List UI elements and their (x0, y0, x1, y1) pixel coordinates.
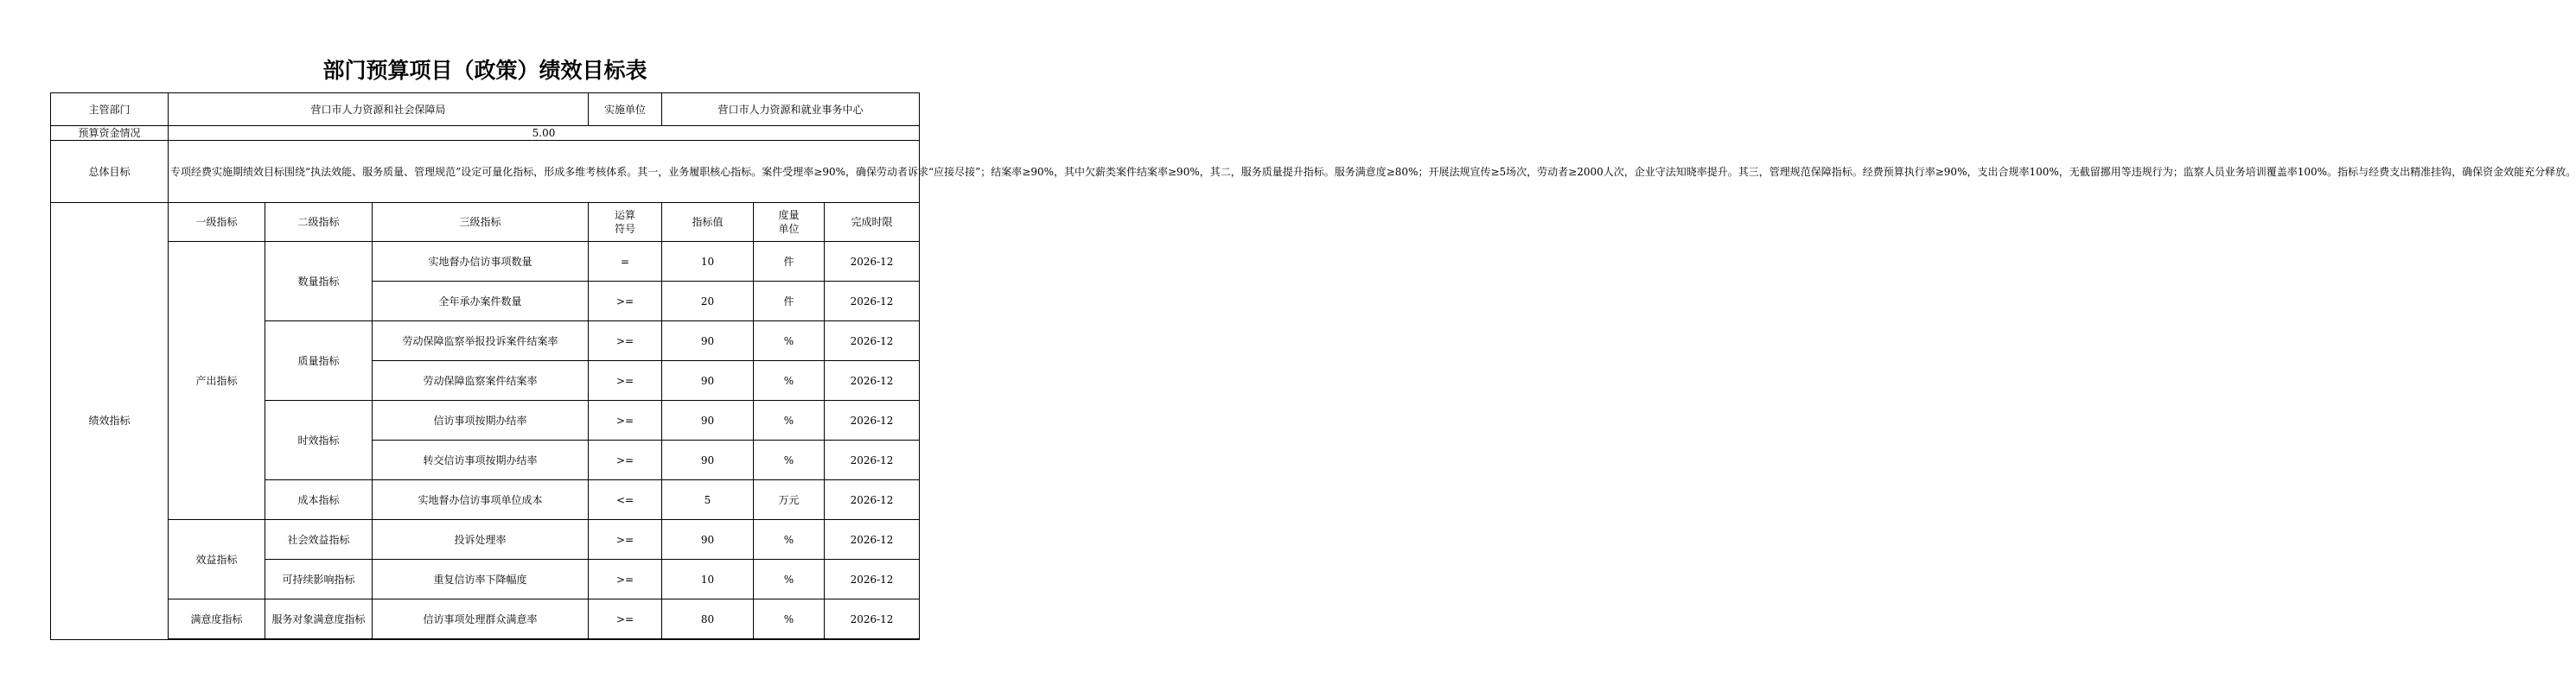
indicator-deadline: 2026-12 (825, 560, 920, 599)
indicator-operator: >= (589, 321, 662, 361)
indicator-operator: >= (589, 560, 662, 599)
subgroup-social: 社会效益指标 (265, 520, 373, 560)
indicator-name: 劳动保障监察举报投诉案件结案率 (373, 321, 589, 361)
indicator-value: 90 (662, 401, 754, 441)
indicator-deadline: 2026-12 (825, 282, 920, 321)
col-operator (589, 203, 662, 242)
table-row (51, 520, 920, 560)
funds-row (51, 126, 920, 141)
group-benefit: 效益指标 (169, 520, 265, 599)
indicator-value: 90 (662, 441, 754, 480)
subgroup-quality: 质量指标 (265, 321, 373, 401)
indicator-unit: % (754, 401, 825, 441)
goal-row (51, 141, 920, 203)
table-row (51, 242, 920, 282)
indicator-unit: 件 (754, 282, 825, 321)
indicator-value: 20 (662, 282, 754, 321)
unit-value: 营口市人力资源和就业事务中心 (662, 93, 920, 126)
indicator-unit: 万元 (754, 480, 825, 520)
indicator-name: 信访事项按期办结率 (373, 401, 589, 441)
col-unit (754, 203, 825, 242)
indicator-deadline: 2026-12 (825, 361, 920, 401)
goal-label: 总体目标 (51, 141, 169, 203)
indicator-name: 转交信访事项按期办结率 (373, 441, 589, 480)
indicator-name: 重复信访率下降幅度 (373, 560, 589, 599)
indicator-value: 10 (662, 242, 754, 282)
subgroup-service: 服务对象满意度指标 (265, 599, 373, 640)
indicator-deadline: 2026-12 (825, 599, 920, 640)
indicator-value: 10 (662, 560, 754, 599)
table-row (51, 599, 920, 640)
indicator-operator: >= (589, 441, 662, 480)
indicator-name: 投诉处理率 (373, 520, 589, 560)
indicator-operator: >= (589, 282, 662, 321)
col-operator-line1: 运算 (614, 209, 635, 221)
col-deadline: 完成时限 (825, 203, 920, 242)
dept-label: 主管部门 (51, 93, 169, 126)
indicator-deadline: 2026-12 (825, 401, 920, 441)
col-level3: 三级指标 (373, 203, 589, 242)
group-output: 产出指标 (169, 242, 265, 520)
indicator-value: 5 (662, 480, 754, 520)
indicator-name: 信访事项处理群众满意率 (373, 599, 589, 640)
indicator-unit: % (754, 599, 825, 640)
indicator-operator: = (589, 242, 662, 282)
header-row (51, 93, 920, 126)
indicator-operator: <= (589, 480, 662, 520)
perf-label: 绩效指标 (51, 203, 169, 640)
subgroup-cost: 成本指标 (265, 480, 373, 520)
indicator-name: 实地督办信访事项数量 (373, 242, 589, 282)
indicator-unit: % (754, 361, 825, 401)
indicator-unit: % (754, 441, 825, 480)
col-unit-line2: 单位 (778, 223, 800, 235)
col-operator-line2: 符号 (614, 223, 635, 235)
performance-table (50, 92, 2576, 640)
indicator-value: 80 (662, 599, 754, 640)
indicator-unit: % (754, 321, 825, 361)
indicator-operator: >= (589, 520, 662, 560)
col-value: 指标值 (662, 203, 754, 242)
col-level1: 一级指标 (169, 203, 265, 242)
indicator-deadline: 2026-12 (825, 480, 920, 520)
indicator-value: 90 (662, 361, 754, 401)
funds-label: 预算资金情况 (51, 126, 169, 141)
subgroup-timeliness: 时效指标 (265, 401, 373, 480)
indicator-value: 90 (662, 520, 754, 560)
page-title: 部门预算项目（政策）绩效目标表 (322, 58, 647, 83)
indicator-unit: % (754, 520, 825, 560)
indicator-name: 劳动保障监察案件结案率 (373, 361, 589, 401)
indicator-operator: >= (589, 599, 662, 640)
col-level2: 二级指标 (265, 203, 373, 242)
funds-value: 5.00 (169, 126, 920, 141)
subgroup-sustainable: 可持续影响指标 (265, 560, 373, 599)
indicator-unit: 件 (754, 242, 825, 282)
dept-value: 营口市人力资源和社会保障局 (169, 93, 589, 126)
indicator-value: 90 (662, 321, 754, 361)
indicator-deadline: 2026-12 (825, 321, 920, 361)
indicator-deadline: 2026-12 (825, 520, 920, 560)
column-header-row (51, 203, 920, 242)
goal-text: 专项经费实施期绩效目标围绕“执法效能、服务质量、管理规范”设定可量化指标，形成多维考核体系。其一，业务履职核心指标。案件受理率≥90%，确保劳动者诉求“应接尽接”；结案率≥90%，其中欠薪类案件结案率≥90%，其二，服务质量提升指标。服务满意度≥80%；开展法规宣传≥5场次，劳动者≥2000人次，企业守法知晓率提升。其三，管理规范保障指标。经费预算执行率≥90%，支出合规率100%，无截留挪用等违规行为；监察人员业务培训覆盖率100%。指标与经费支出精准挂钩，确保资金效能充分释放。 (169, 141, 920, 203)
indicator-deadline: 2026-12 (825, 441, 920, 480)
unit-label: 实施单位 (589, 93, 662, 126)
indicator-name: 全年承办案件数量 (373, 282, 589, 321)
col-unit-line1: 度量 (778, 209, 800, 221)
indicator-operator: >= (589, 401, 662, 441)
group-satisfaction: 满意度指标 (169, 599, 265, 640)
indicator-unit: % (754, 560, 825, 599)
subgroup-quantity: 数量指标 (265, 242, 373, 321)
indicator-deadline: 2026-12 (825, 242, 920, 282)
indicator-name: 实地督办信访事项单位成本 (373, 480, 589, 520)
indicator-operator: >= (589, 361, 662, 401)
